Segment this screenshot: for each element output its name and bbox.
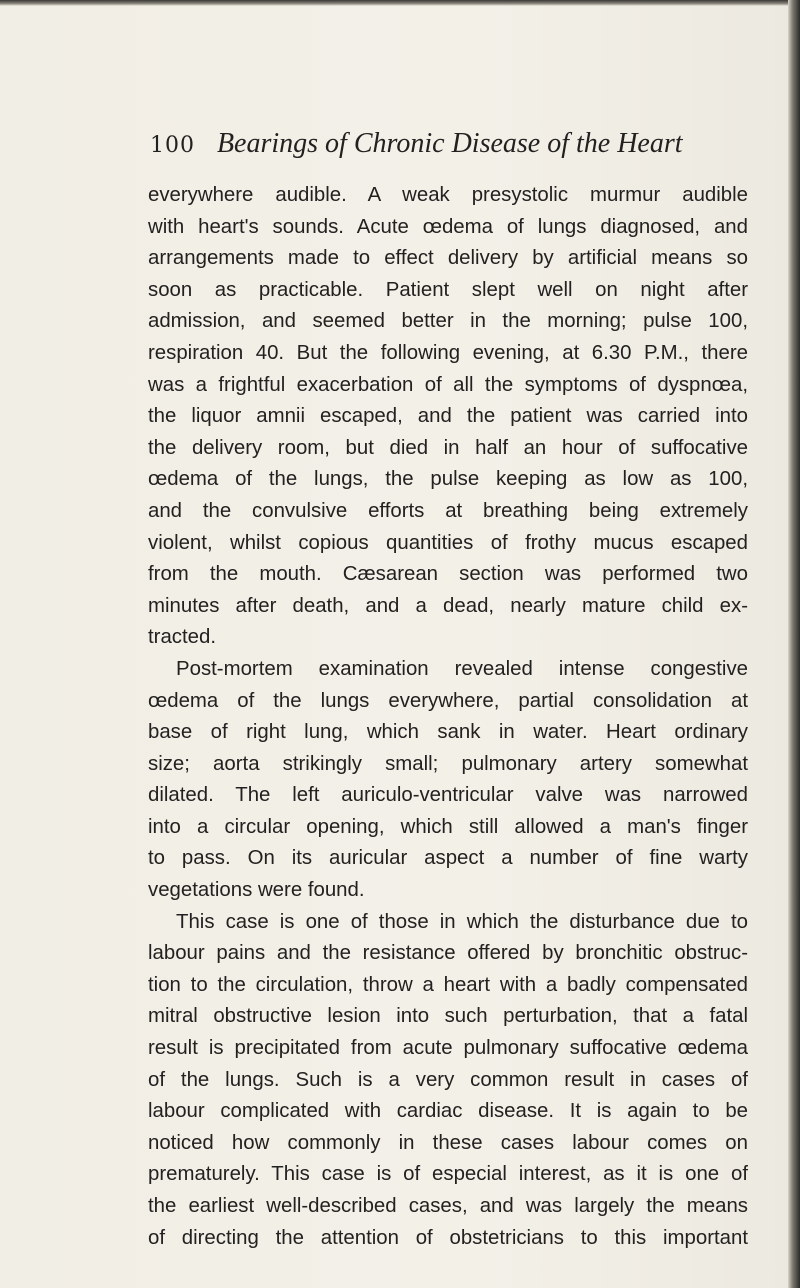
paragraph-start-line: Post-mortem examination revealed intense congestive <box>176 657 748 680</box>
text-line: of directing the attention of obstetricians to this important <box>148 1226 748 1249</box>
text-line: from the mouth. Cæsarean section was performed two <box>148 563 748 586</box>
text-line: admission, and seemed better in the morning; pulse 100, <box>148 310 748 333</box>
text-line: noticed how commonly in these cases labour comes on <box>148 1131 748 1154</box>
text-line: result is precipitated from acute pulmonary suffocative œdema <box>148 1037 748 1060</box>
page-number: 100 <box>150 133 195 158</box>
text-line: prematurely. This case is of especial interest, as it is one of <box>148 1163 748 1186</box>
text-line: size; aorta strikingly small; pulmonary artery somewhat <box>148 752 748 775</box>
text-line: everywhere audible. A weak presystolic murmur audible <box>148 184 748 206</box>
text-line: labour pains and the resistance offered by bronchitic obstruc- <box>148 942 748 965</box>
text-line: into a circular opening, which still allowed a man's finger <box>148 815 748 838</box>
text-line: mitral obstructive lesion into such perturbation, that a fatal <box>148 1005 748 1028</box>
text-line: tracted. <box>148 626 217 649</box>
text-line: the delivery room, but died in half an hour of suffocative <box>148 436 748 459</box>
text-line: to pass. On its auricular aspect a number of fine warty <box>148 847 748 870</box>
text-line: with heart's sounds. Acute œdema of lungs diagnosed, and <box>148 215 748 238</box>
text-line: labour complicated with cardiac disease. It is again to be <box>148 1100 748 1123</box>
text-line: of the lungs. Such is a very common result in cases of <box>148 1068 748 1091</box>
text-line: dilated. The left auriculo-ventricular valve was narrowed <box>148 784 748 807</box>
text-line: soon as practicable. Patient slept well on night after <box>148 278 748 301</box>
text-line: the earliest well-described cases, and was largely the means <box>148 1195 748 1217</box>
text-line: arrangements made to effect delivery by artificial means so <box>148 247 748 270</box>
text-line: the liquor amnii escaped, and the patient was carried into <box>148 405 748 428</box>
text-line: was a frightful exacerbation of all the symptoms of dyspnœa, <box>148 373 748 396</box>
page-top-edge <box>0 0 800 6</box>
text-line: vegetations were found. <box>148 879 365 902</box>
text-line: œdema of the lungs, the pulse keeping as low as 100, <box>148 468 748 491</box>
page-binding-edge <box>788 0 800 1288</box>
text-line: and the convulsive efforts at breathing being extremely <box>148 499 748 522</box>
text-line: minutes after death, and a dead, nearly mature child ex- <box>148 594 748 617</box>
text-line: œdema of the lungs everywhere, partial consolidation at <box>148 689 748 712</box>
page-title: Bearings of Chronic Disease of the Heart <box>216 128 683 159</box>
text-line: base of right lung, which sank in water. Heart ordinary <box>148 721 748 744</box>
paragraph-start-line: This case is one of those in which the disturbance due to <box>176 910 748 933</box>
text-line: tion to the circulation, throw a heart with a badly compensated <box>148 973 748 996</box>
running-head <box>150 124 750 164</box>
text-line: violent, whilst copious quantities of frothy mucus escaped <box>148 531 748 554</box>
text-line: respiration 40. But the following evening, at 6.30 P.M., there <box>148 341 748 364</box>
body-text <box>148 180 748 1254</box>
